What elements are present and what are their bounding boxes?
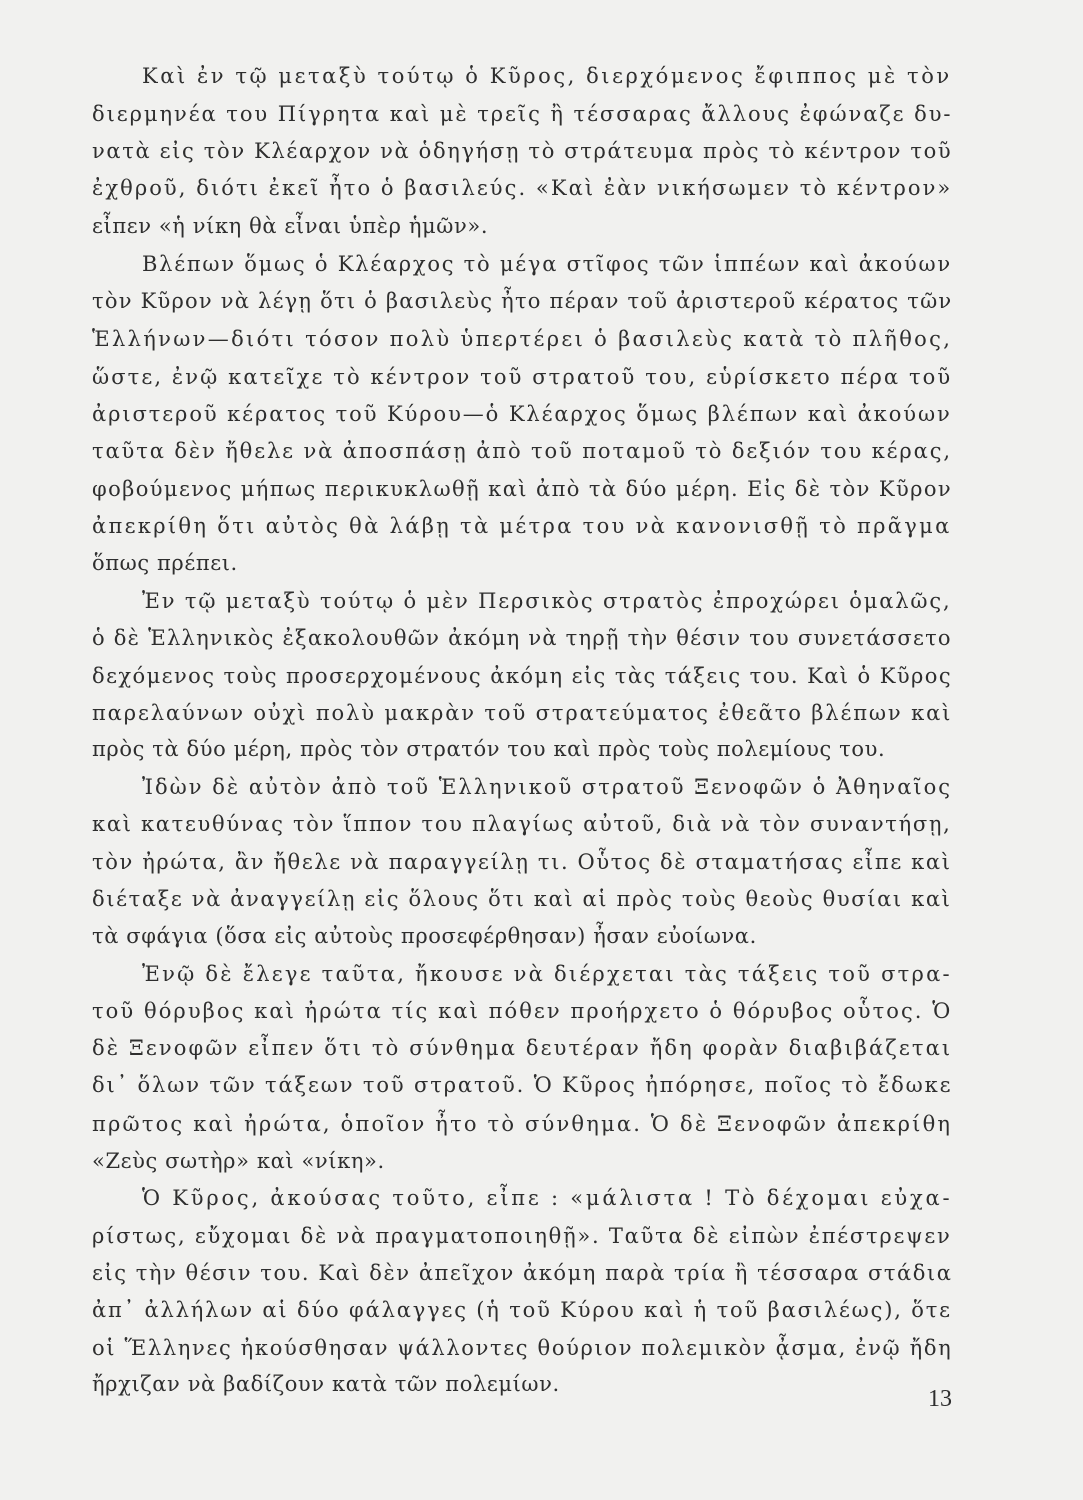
text-line: ὥστε, ἐνῷ κατεῖχε τὸ κέντρον τοῦ στρατοῦ του, εὑρίσκετο πέρα τοῦ	[92, 365, 953, 389]
text-line: ρίστως, εὔχομαι δὲ νὰ πραγματοποιηθῇ». Ταῦτα δὲ εἰπὼν ἐπέστρεψεν	[92, 1224, 952, 1248]
text-line: «Ζεὺς σωτὴρ» καὶ «νίκη».	[92, 1149, 385, 1173]
text-line: καὶ κατευθύνας τὸν ἵππον του πλαγίως αὐτοῦ, διὰ νὰ τὸν συναντήσῃ,	[92, 812, 952, 836]
text-line: ἀπ᾽ ἀλλήλων αἱ δύο φάλαγγες (ἡ τοῦ Κύρου καὶ ἡ τοῦ βασιλέως), ὅτε	[92, 1298, 952, 1322]
text-line: τοῦ θόρυβος καὶ ἠρώτα τίς καὶ πόθεν προήρχετο ὁ θόρυβος οὗτος. Ὁ	[92, 999, 953, 1023]
text-line: παρελαύνων οὐχὶ πολὺ μακρὰν τοῦ στρατεύματος ἐθεᾶτο βλέπων καὶ	[92, 701, 953, 725]
text-line: νατὰ εἰς τὸν Κλέαρχον νὰ ὁδηγήσῃ τὸ στράτευμα πρὸς τὸ κέντρον τοῦ	[92, 139, 953, 163]
text-line: τὰ σφάγια (ὅσα εἰς αὐτοὺς προσεφέρθησαν) ἦσαν εὐοίωνα.	[92, 924, 757, 948]
text-line: διέταξε νὰ ἀναγγείλῃ εἰς ὅλους ὅτι καὶ αἱ πρὸς τοὺς θεοὺς θυσίαι καὶ	[92, 887, 952, 911]
text-line: ἤρχιζαν νὰ βαδίζουν κατὰ τῶν πολεμίων.	[92, 1372, 560, 1396]
text-line: τὸν ἠρώτα, ἂν ἤθελε νὰ παραγγείλῃ τι. Οὗτος δὲ σταματήσας εἶπε καὶ	[92, 850, 952, 874]
text-line: δεχόμενος τοὺς προσερχομένους ἀκόμη εἰς τὰς τάξεις του. Καὶ ὁ Κῦρος	[92, 664, 953, 688]
text-line: Βλέπων ὅμως ὁ Κλέαρχος τὸ μέγα στῖφος τῶν ἱππέων καὶ ἀκούων	[142, 252, 952, 276]
text-line: ταῦτα δὲν ἤθελε νὰ ἀποσπάσῃ ἀπὸ τοῦ ποταμοῦ τὸ δεξιόν του κέρας,	[92, 439, 952, 463]
text-line: ἀριστεροῦ κέρατος τοῦ Κύρου—ὁ Κλέαρχος ὅμως βλέπων καὶ ἀκούων	[92, 402, 952, 426]
text-line: ὅπως πρέπει.	[92, 551, 238, 575]
text-line: Ἰδὼν δὲ αὐτὸν ἀπὸ τοῦ Ἑλληνικοῦ στρατοῦ Ξενοφῶν ὁ Ἀθηναῖος	[142, 775, 953, 799]
text-line: Ἐνῷ δὲ ἔλεγε ταῦτα, ἤκουσε νὰ διέρχεται τὰς τάξεις τοῦ στρα-	[142, 962, 952, 986]
text-line: ἀπεκρίθη ὅτι αὐτὸς θὰ λάβῃ τὰ μέτρα του νὰ κανονισθῇ τὸ πρᾶγμα	[92, 514, 952, 538]
text-line: πρὸς τὰ δύο μέρη, πρὸς τὸν στρατόν του καὶ πρὸς τοὺς πολεμίους του.	[92, 737, 886, 761]
text-line: φοβούμενος μήπως περικυκλωθῇ καὶ ἀπὸ τὰ δύο μέρη. Εἰς δὲ τὸν Κῦρον	[92, 477, 953, 501]
text-line: Ὁ Κῦρος, ἀκούσας τοῦτο, εἶπε : «μάλιστα ! Τὸ δέχομαι εὐχα-	[142, 1186, 953, 1210]
text-line: διερμηνέα του Πίγρητα καὶ μὲ τρεῖς ἢ τέσσαρας ἄλλους ἐφώναζε δυ-	[92, 102, 953, 126]
text-line: δὲ Ξενοφῶν εἶπεν ὅτι τὸ σύνθημα δευτέραν ἤδη φορὰν διαβιβάζεται	[92, 1036, 953, 1060]
text-line: Ἐν τῷ μεταξὺ τούτῳ ὁ μὲν Περσικὸς στρατὸς ἐπροχώρει ὁμαλῶς,	[142, 589, 952, 613]
text-line: εἰς τὴν θέσιν του. Καὶ δὲν ἀπεῖχον ἀκόμη παρὰ τρία ἢ τέσσαρα στάδια	[92, 1261, 953, 1285]
text-line: εἶπεν «ἡ νίκη θὰ εἶναι ὑπὲρ ἡμῶν».	[92, 214, 489, 238]
text-line: Καὶ ἐν τῷ μεταξὺ τούτῳ ὁ Κῦρος, διερχόμενος ἔφιππος μὲ τὸν	[142, 64, 952, 88]
text-line: πρῶτος καὶ ἠρώτα, ὁποῖον ἦτο τὸ σύνθημα. Ὁ δὲ Ξενοφῶν ἀπεκρίθη	[92, 1112, 953, 1136]
text-line: Ἑλλήνων—διότι τόσον πολὺ ὑπερτέρει ὁ βασιλεὺς κατὰ τὸ πλῆθος,	[92, 327, 953, 351]
text-line: τὸν Κῦρον νὰ λέγῃ ὅτι ὁ βασιλεὺς ἦτο πέραν τοῦ ἀριστεροῦ κέρατος τῶν	[92, 289, 953, 313]
text-line: οἱ Ἕλληνες ἠκούσθησαν ψάλλοντες θούριον πολεμικὸν ᾆσμα, ἐνῷ ἤδη	[92, 1336, 953, 1360]
text-line: δι᾽ ὅλων τῶν τάξεων τοῦ στρατοῦ. Ὁ Κῦρος ἠπόρησε, ποῖος τὸ ἔδωκε	[92, 1073, 953, 1097]
page-number: 13	[928, 1386, 952, 1412]
text-line: ἐχθροῦ, διότι ἐκεῖ ἦτο ὁ βασιλεύς. «Καὶ ἐὰν νικήσωμεν τὸ κέντρον»	[92, 176, 953, 200]
text-line: ὁ δὲ Ἑλληνικὸς ἐξακολουθῶν ἀκόμη νὰ τηρῇ τὴν θέσιν του συνετάσσετο	[92, 626, 952, 650]
